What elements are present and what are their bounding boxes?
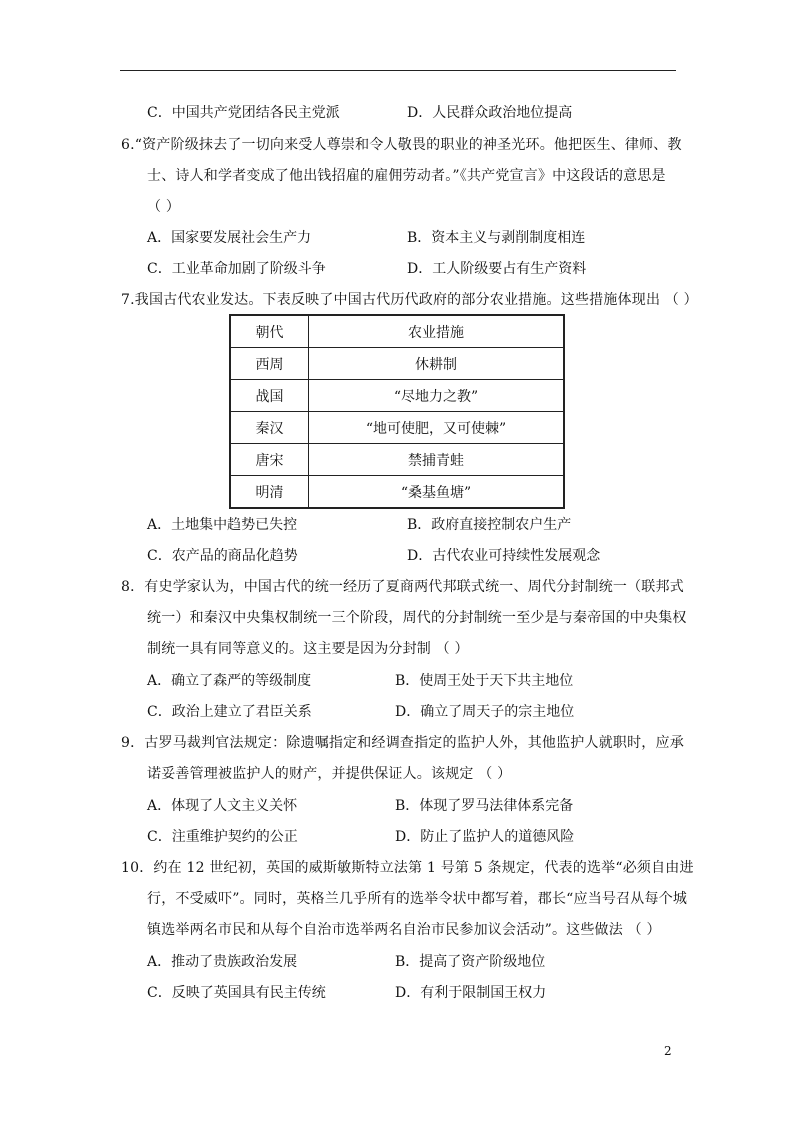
q5-option-c[interactable]: C．中国共产党团结各民主党派 bbox=[147, 105, 340, 121]
q9-option-d[interactable]: D．防止了监护人的道德风险 bbox=[395, 829, 575, 845]
header-rule bbox=[120, 70, 676, 71]
q6-option-d[interactable]: D．工人阶级要占有生产资料 bbox=[407, 261, 587, 277]
page-number: 2 bbox=[664, 1044, 672, 1058]
q9-option-a[interactable]: A．体现了人文主义关怀 bbox=[147, 798, 298, 814]
agriculture-measures-table bbox=[229, 314, 565, 509]
q9-stem-line-1: 9．古罗马裁判官法规定：除遗嘱指定和经调查指定的监护人外，其他监护人就职时，应承 bbox=[121, 735, 684, 751]
table-header-measure: 农业措施 bbox=[309, 315, 565, 348]
q8-option-b[interactable]: B．使周王处于天下共主地位 bbox=[395, 673, 574, 689]
table-cell-dynasty: 唐宋 bbox=[230, 444, 309, 476]
q6-option-b[interactable]: B．资本主义与剥削制度相连 bbox=[407, 230, 586, 246]
table-row bbox=[230, 476, 564, 509]
table-cell-dynasty: 战国 bbox=[230, 380, 309, 412]
q7-option-a[interactable]: A．土地集中趋势已失控 bbox=[147, 517, 298, 533]
q9-option-b[interactable]: B．体现了罗马法律体系完备 bbox=[395, 798, 574, 814]
table-row bbox=[230, 412, 564, 444]
q6-stem-line-2: 士、诗人和学者变成了他出钱招雇的雇佣劳动者。”《共产党宣言》中这段话的意思是 bbox=[147, 168, 666, 184]
table-row bbox=[230, 348, 564, 380]
q6-stem-line-1: 6.“资产阶级抹去了一切向来受人尊崇和令人敬畏的职业的神圣光环。他把医生、律师、教 bbox=[121, 137, 682, 153]
table-cell-dynasty: 西周 bbox=[230, 348, 309, 380]
q10-stem-line-2: 行，不受威吓”。同时，英格兰几乎所有的选举令状中都写着，郡长“应当号召从每个城 bbox=[147, 891, 688, 907]
q8-stem-line-1: 8．有史学家认为，中国古代的统一经历了夏商两代邦联式统一、周代分封制统一（联邦式 bbox=[121, 579, 684, 595]
q9-stem-line-2: 诺妥善管理被监护人的财产，并提供保证人。该规定 （ ） bbox=[147, 766, 512, 782]
q10-stem-line-1: 10．约在 12 世纪初，英国的威斯敏斯特立法第 1 号第 5 条规定，代表的选举“必须自由进 bbox=[121, 860, 694, 876]
q8-option-a[interactable]: A．确立了森严的等级制度 bbox=[147, 673, 312, 689]
table-cell-measure: 休耕制 bbox=[309, 348, 565, 380]
q10-stem-line-3: 镇选举两名市民和从每个自治市选举两名自治市民参加议会活动”。这些做法 （ ） bbox=[147, 922, 661, 938]
q9-option-c[interactable]: C．注重维护契约的公正 bbox=[147, 829, 298, 845]
table-cell-measure: “尽地力之教” bbox=[309, 380, 565, 412]
q8-option-c[interactable]: C．政治上建立了君臣关系 bbox=[147, 704, 312, 720]
q7-option-b[interactable]: B．政府直接控制农户生产 bbox=[407, 517, 572, 533]
table-cell-dynasty: 秦汉 bbox=[230, 412, 309, 444]
q7-option-c[interactable]: C．农产品的商品化趋势 bbox=[147, 548, 298, 564]
q7-stem: 7.我国古代农业发达。下表反映了中国古代历代政府的部分农业措施。这些措施体现出 （ ） bbox=[121, 292, 698, 308]
table-cell-measure: 禁捕青蛙 bbox=[309, 444, 565, 476]
q7-option-d[interactable]: D．古代农业可持续性发展观念 bbox=[407, 548, 601, 564]
table-row bbox=[230, 444, 564, 476]
table-row bbox=[230, 380, 564, 412]
q6-option-c[interactable]: C．工业革命加剧了阶级斗争 bbox=[147, 261, 326, 277]
q8-stem-line-2: 统一）和秦汉中央集权制统一三个阶段，周代的分封制统一至少是与秦帝国的中央集权 bbox=[147, 610, 687, 626]
q10-option-c[interactable]: C．反映了英国具有民主传统 bbox=[147, 985, 326, 1001]
q10-option-a[interactable]: A．推动了贵族政治发展 bbox=[147, 954, 298, 970]
q10-option-b[interactable]: B．提高了资产阶级地位 bbox=[395, 954, 546, 970]
table-cell-measure: “桑基鱼塘” bbox=[309, 476, 565, 509]
q8-option-d[interactable]: D．确立了周天子的宗主地位 bbox=[395, 704, 575, 720]
table-cell-dynasty: 明清 bbox=[230, 476, 309, 509]
q6-answer-blank: （ ） bbox=[147, 199, 181, 215]
q6-option-a[interactable]: A．国家要发展社会生产力 bbox=[147, 230, 312, 246]
q8-stem-line-3: 制统一具有同等意义的。这主要是因为分封制 （ ） bbox=[147, 641, 469, 657]
q10-option-d[interactable]: D．有利于限制国王权力 bbox=[395, 985, 547, 1001]
q5-option-d[interactable]: D．人民群众政治地位提高 bbox=[407, 105, 573, 121]
table-cell-measure: “地可使肥，又可使棘” bbox=[309, 412, 565, 444]
table-header-dynasty: 朝代 bbox=[230, 315, 309, 348]
table-header-row bbox=[230, 315, 564, 348]
